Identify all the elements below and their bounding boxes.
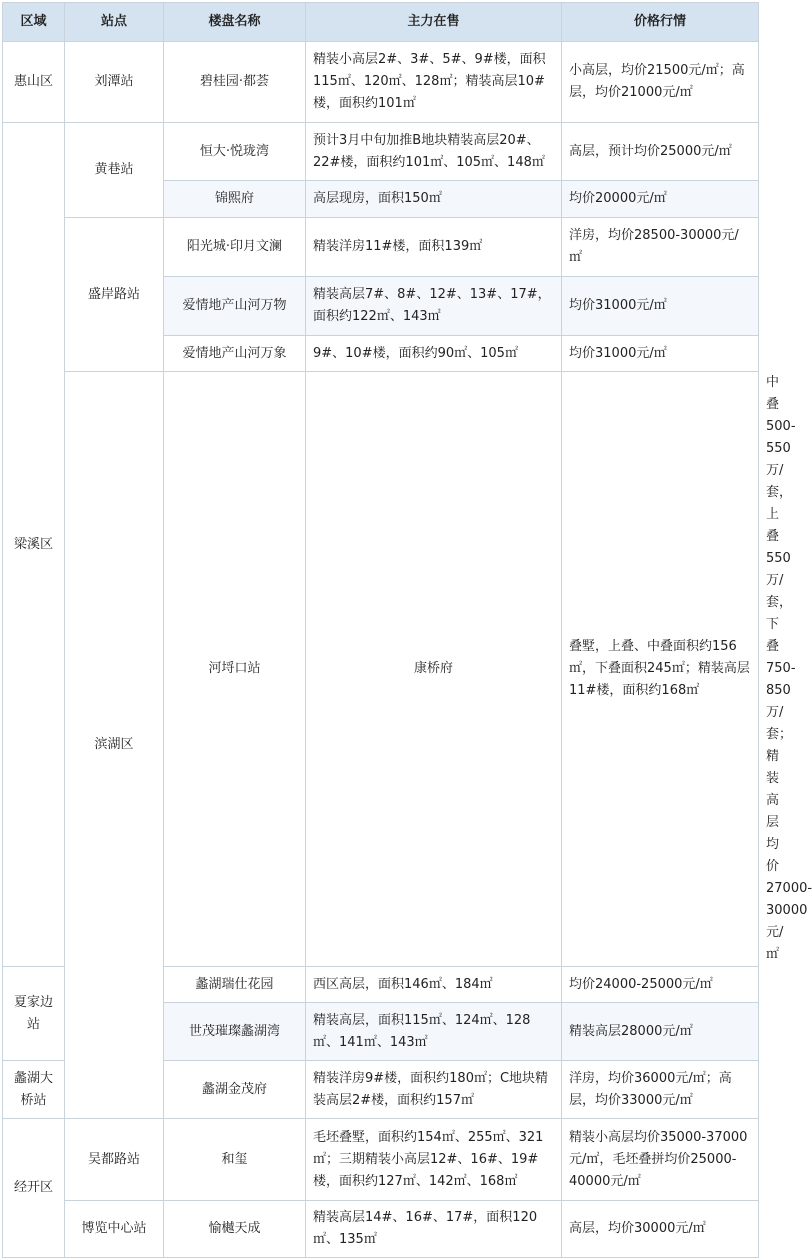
project-name-cell: 爱情地产山河万物 <box>164 277 306 336</box>
table-row <box>3 123 759 181</box>
header-main-sale: 主力在售 <box>306 3 562 42</box>
housing-price-table <box>2 2 812 1258</box>
table-row: 滨湖区 河埒口站 康桥府 叠墅，上叠、中叠面积约156㎡，下叠面积245㎡；精装高层11#楼，面积约168㎡ 中叠500-550万/套，上叠550万/套，下叠750-850万/套；精装高层均价27000-30000元/㎡ <box>3 372 759 967</box>
table-row <box>3 1201 759 1258</box>
main-sale-cell: 精装洋房9#楼，面积约180㎡；C地块精装高层2#楼，面积约157㎡ <box>306 1061 562 1119</box>
price-cell: 均价31000元/㎡ <box>562 277 759 336</box>
price-cell: 均价24000-25000元/㎡ <box>562 967 759 1003</box>
price-cell: 均价31000元/㎡ <box>562 336 759 372</box>
header-project-name: 楼盘名称 <box>164 3 306 42</box>
district-cell: 经开区 <box>3 1119 65 1258</box>
station-cell: 河埒口站 <box>164 372 306 967</box>
header-price: 价格行情 <box>562 3 759 42</box>
project-name-cell: 康桥府 <box>306 372 562 967</box>
project-name-cell: 蠡湖金茂府 <box>164 1061 306 1119</box>
table-row <box>3 42 759 123</box>
project-name-cell: 蠡湖瑞仕花园 <box>164 967 306 1003</box>
price-cell: 洋房，均价36000元/㎡；高层，均价33000元/㎡ <box>562 1061 759 1119</box>
price-cell: 高层，预计均价25000元/㎡ <box>562 123 759 181</box>
project-name-cell: 爱情地产山河万象 <box>164 336 306 372</box>
header-district: 区域 <box>3 3 65 42</box>
main-sale-cell: 叠墅，上叠、中叠面积约156㎡，下叠面积245㎡；精装高层11#楼，面积约168㎡ <box>562 372 759 967</box>
table-row <box>3 218 759 277</box>
main-sale-cell: 9#、10#楼，面积约90㎡、105㎡ <box>306 336 562 372</box>
main-sale-cell: 精装洋房11#楼，面积139㎡ <box>306 218 562 277</box>
station-cell: 夏家边站 <box>3 967 65 1061</box>
project-name-cell: 和玺 <box>164 1119 306 1201</box>
main-sale-cell: 精装高层，面积115㎡、124㎡、128㎡、141㎡、143㎡ <box>306 1003 562 1061</box>
project-name-cell: 碧桂园·都荟 <box>164 42 306 123</box>
station-cell: 吴都路站 <box>65 1119 164 1201</box>
district-cell: 滨湖区 <box>65 372 164 1119</box>
district-cell: 惠山区 <box>3 42 65 123</box>
price-cell: 均价20000元/㎡ <box>562 181 759 218</box>
project-name-cell: 锦熙府 <box>164 181 306 218</box>
price-cell: 小高层，均价21500元/㎡；高层，均价21000元/㎡ <box>562 42 759 123</box>
price-cell: 高层，均价30000元/㎡ <box>562 1201 759 1258</box>
main-sale-cell: 高层现房，面积150㎡ <box>306 181 562 218</box>
station-cell: 盛岸路站 <box>65 218 164 372</box>
main-sale-cell: 西区高层，面积146㎡、184㎡ <box>306 967 562 1003</box>
main-sale-cell: 毛坯叠墅，面积约154㎡、255㎡、321㎡；三期精装小高层12#、16#、19#楼，面积约127㎡、142㎡、168㎡ <box>306 1119 562 1201</box>
main-sale-cell: 精装高层14#、16#、17#，面积120㎡、135㎡ <box>306 1201 562 1258</box>
main-sale-cell: 精装高层7#、8#、12#、13#、17#，面积约122㎡、143㎡ <box>306 277 562 336</box>
price-cell: 精装高层28000元/㎡ <box>562 1003 759 1061</box>
price-cell: 精装小高层均价35000-37000元/㎡，毛坯叠拼均价25000-40000元/㎡ <box>562 1119 759 1201</box>
table-row <box>3 1119 759 1201</box>
station-cell: 黄巷站 <box>65 123 164 218</box>
project-name-cell: 恒大·悦珑湾 <box>164 123 306 181</box>
project-name-cell: 世茂璀璨蠡湖湾 <box>164 1003 306 1061</box>
main-sale-cell: 预计3月中旬加推B地块精装高层20#、22#楼，面积约101㎡、105㎡、148㎡ <box>306 123 562 181</box>
district-cell: 梁溪区 <box>3 123 65 967</box>
header-station: 站点 <box>65 3 164 42</box>
price-cell: 洋房，均价28500-30000元/㎡ <box>562 218 759 277</box>
project-name-cell: 愉樾天成 <box>164 1201 306 1258</box>
table-header-row <box>3 3 759 42</box>
project-name-cell: 阳光城·印月文澜 <box>164 218 306 277</box>
station-cell: 刘潭站 <box>65 42 164 123</box>
station-cell: 蠡湖大桥站 <box>3 1061 65 1119</box>
main-sale-cell: 精装小高层2#、3#、5#、9#楼，面积115㎡、120㎡、128㎡；精装高层10#楼，面积约101㎡ <box>306 42 562 123</box>
station-cell: 博览中心站 <box>65 1201 164 1258</box>
